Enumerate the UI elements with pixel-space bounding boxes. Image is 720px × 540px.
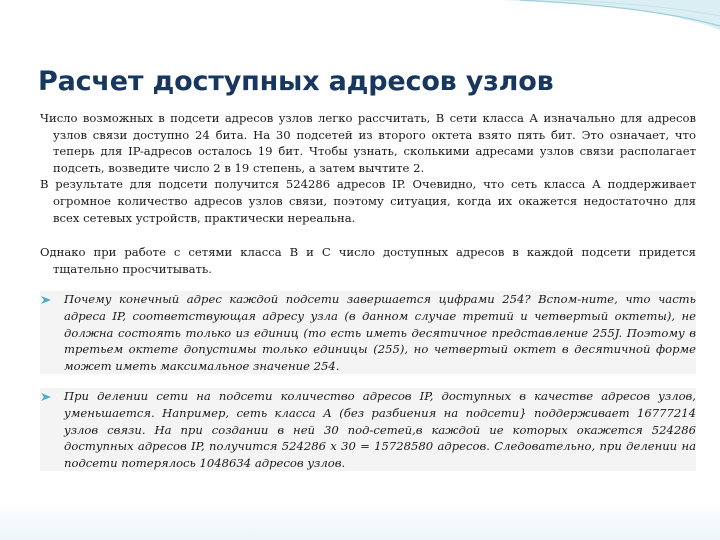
corner-decoration xyxy=(500,0,720,30)
bullet-icon xyxy=(40,388,64,402)
slide-title: Расчет доступных адресов узлов xyxy=(38,66,554,97)
paragraph: Однако при работе с сетями класса В и С число доступных адресов в каждой подсети придется тщательно просчитывать. xyxy=(40,245,696,276)
bullet-item xyxy=(40,291,696,374)
paragraph: В результате для подсети получится 524286 адресов IP. Очевидно, что сеть класса А поддерживает огромное количество адресов узлов связи, поэтому ситуация, когда их окажется недостаточно для всех сетевых устройств, практически нереальна. xyxy=(40,177,696,225)
slide-body xyxy=(40,110,696,471)
bullet-icon xyxy=(40,291,64,305)
bullet-text: При делении сети на подсети количество адресов IP, доступных в качестве адресов узлов, уменьшается. Например, сеть класса А (без разбиения на подсети} поддерживает 16777214 узлов связи. На при создании в ней 30 под-сетей,в каждой ие которых окажется 524286 доступных адресов IP, получится 524286 х 30 = 15728580 адресов. Следовательно, при делении на подсети потерялось 1048634 адресов узлов. xyxy=(64,389,696,470)
paragraph: Число возможных в подсети адресов узлов легко рассчитать, В сети класса А изначально для адресов узлов связи доступно 24 бита. На 30 подсетей из второго октета взято пять бит. Это означает, что теперь для IP-адресов осталось 19 бит. Чтобы узнать, сколькими адресами узлов связи располагает подсеть, возведите число 2 в 19 степень, а затем вычтите 2. xyxy=(40,111,696,175)
background-gradient xyxy=(0,500,720,540)
bullet-text: Почему конечный адрес каждой подсети завершается цифрами 254? Вспом-ните, что часть адреса IP, соответствующая адресу узла (в данном случае третий и четвертый октеты), не должна состоять только из единиц (то есть иметь десятичное представление 255J. Поэтому в третьем октете допустимы только единицы (255), но четвертый октет в десятичной форме может иметь максимальное значение 254. xyxy=(64,292,696,373)
bullet-item xyxy=(40,388,696,471)
